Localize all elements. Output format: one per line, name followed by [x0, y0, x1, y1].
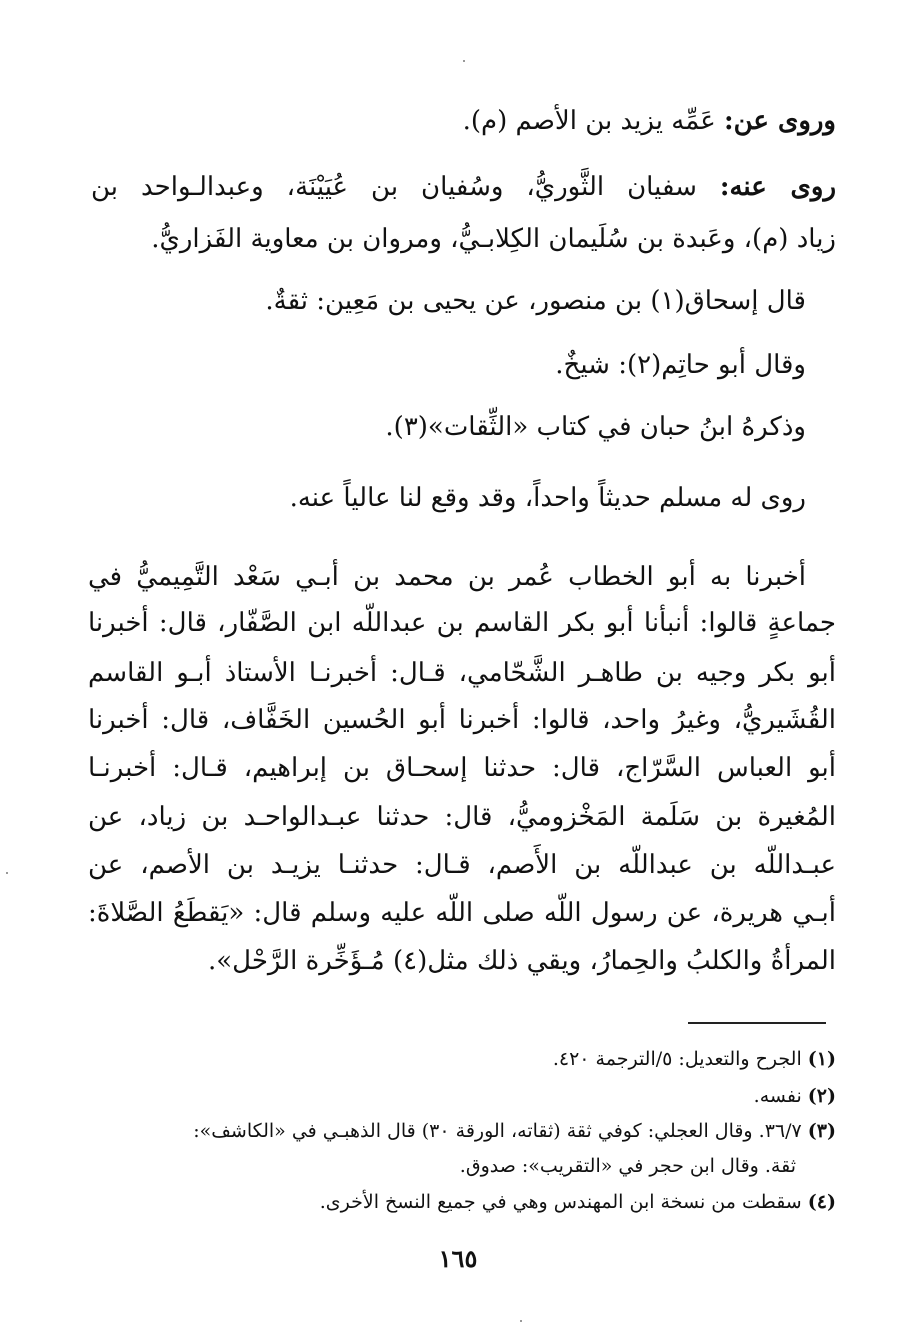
hadith-line-8: أبـي هريرة، عن رسول اللّه صلى اللّه عليه وسلم قال: «يَقطَعُ الصَّلاةَ:	[88, 898, 836, 928]
footnote-number: (١)	[807, 1048, 836, 1070]
narrators-from-him-line-2: زياد (م)، وعَبدة بن سُلَيمان الكِلابـيُّ، ومروان بن معاوية الفَزاريُّ.	[151, 224, 836, 254]
footnote-number: (٤)	[807, 1191, 836, 1213]
hadith-line-5: أبو العباس السَّرّاج، قال: حدثنا إسحـاق بن إبراهيم، قـال: أخبرنـا	[88, 753, 836, 783]
footnote-number: (٣)	[807, 1120, 836, 1142]
opinion-line-4: روى له مسلم حديثاً واحداً، وقد وقع لنا عالياً عنه.	[289, 483, 806, 513]
footnote-text: ٣٦/٧. وقال العجلي: كوفي ثقة (ثقاته، الورقة ٣٠) قال الذهبـي في «الكاشف»:	[193, 1120, 802, 1142]
hadith-line-2: جماعةٍ قالوا: أنبأنا أبو بكر القاسم بن عبداللّه ابن الصَّفّار، قال: أخبرنا	[88, 608, 836, 638]
footnote-text: نفسه.	[753, 1085, 802, 1107]
hadith-line-4: القُشَيريُّ، وغيرُ واحد، قالوا: أخبرنا أبو الحُسين الخَفَّاف، قال: أخبرنا	[88, 705, 836, 735]
page-number: ١٦٥	[438, 1244, 478, 1273]
narrators-from-him-text: سفيان الثَّوريُّ، وسُفيان بن عُيَيْنَة، وعبدالـواحد بن	[91, 172, 697, 202]
footnote-text: الجرح والتعديل: ٥/الترجمة ٤٢٠.	[552, 1048, 802, 1070]
opinion-line-1: قال إسحاق(١) بن منصور، عن يحيى بن مَعِين: ثقةٌ.	[265, 286, 806, 316]
narrated-from-line	[136, 108, 836, 134]
footnote-3-continuation	[76, 1157, 796, 1176]
footnote-text: سقطت من نسخة ابن المهندس وهي في جميع النسخ الأخرى.	[319, 1191, 802, 1213]
opinion-line-3: وذكرهُ ابنُ حبان في كتاب «الثِّقات»(٣).	[385, 412, 806, 442]
hadith-line-9: المرأةُ والكلبُ والحِمارُ، ويقي ذلك مثل(٤) مُـؤَخِّرة الرَّحْل».	[207, 946, 836, 976]
footnote-4	[116, 1193, 836, 1212]
hadith-line-6: المُغيرة بن سَلَمة المَخْزوميُّ، قال: حدثنا عبـدالواحـد بن زياد، عن	[88, 802, 836, 832]
scan-speck	[520, 1320, 522, 1322]
narrated-from-text: عَمِّه يزيد بن الأصم (م).	[462, 106, 716, 136]
hadith-line-7: عبـداللّه بن عبداللّه بن الأَصم، قـال: حدثنـا يزيـد بن الأصم، عن	[88, 850, 836, 880]
footnote-2	[116, 1087, 836, 1106]
footnote-1	[116, 1050, 836, 1069]
narrators-from-him-label: روى عنه:	[719, 172, 836, 202]
hadith-line-1: أخبرنا به أبو الخطاب عُمر بن محمد بن أبـي سَعْد التَّمِيميُّ في	[88, 562, 806, 592]
opinion-line-2: وقال أبو حاتِم(٢): شيخٌ.	[555, 350, 806, 380]
footnote-number: (٢)	[807, 1085, 836, 1107]
narrators-from-him-line-1	[91, 174, 836, 200]
scan-speck	[463, 60, 465, 62]
scan-speck	[6, 872, 8, 874]
footnote-3	[96, 1122, 836, 1141]
footnote-text: ثقة. وقال ابن حجر في «التقريب»: صدوق.	[459, 1155, 796, 1177]
hadith-line-3: أبو بكر وجيه بن طاهـر الشَّحّامي، قـال: أخبرنـا الأستاذ أبـو القاسم	[88, 658, 836, 688]
footnote-separator	[688, 1022, 826, 1024]
narrated-from-label: وروى عن:	[724, 106, 836, 136]
